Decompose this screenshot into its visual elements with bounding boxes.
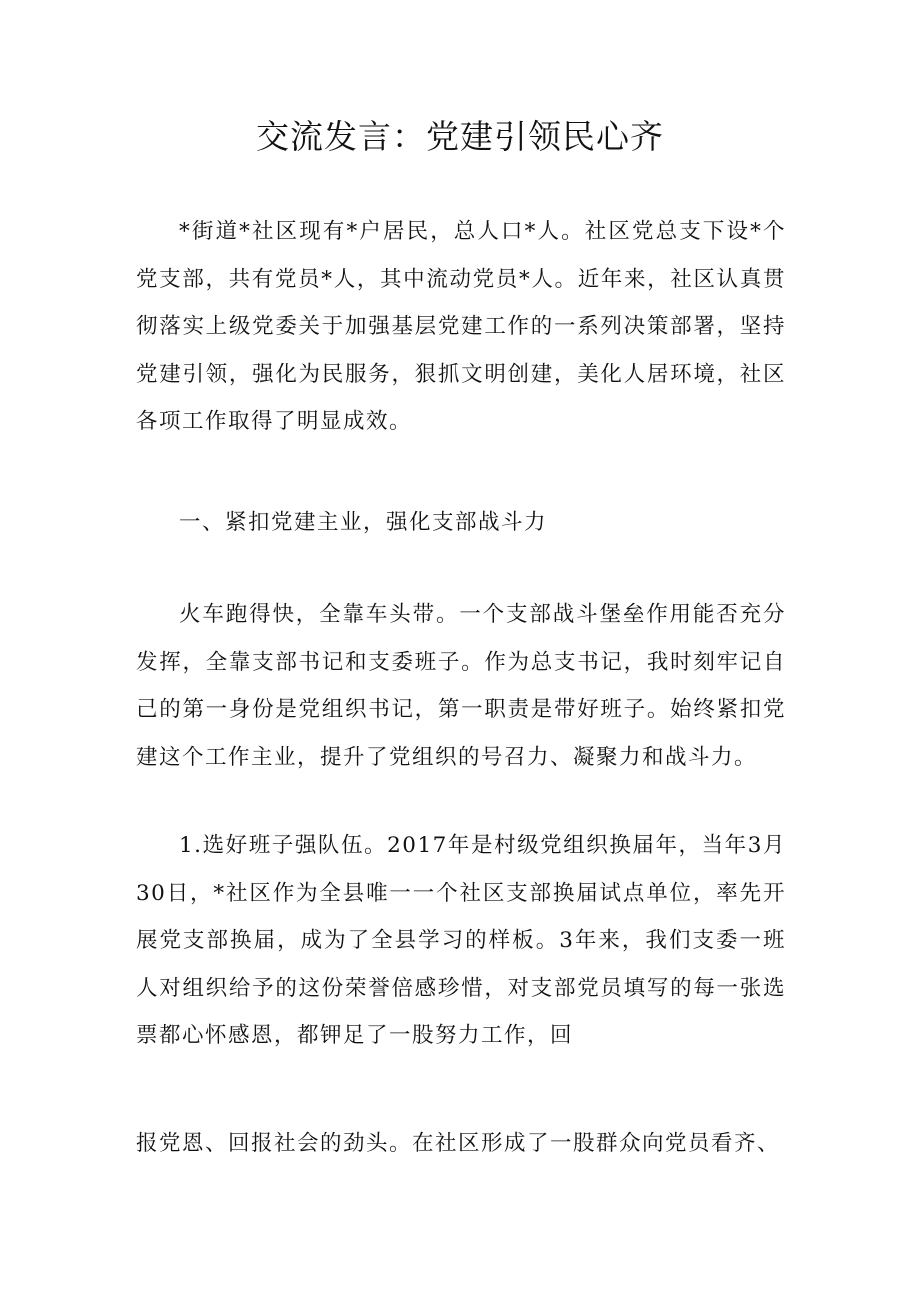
document-title: 交流发言：党建引领民心齐 <box>256 117 664 156</box>
body-paragraph: 火车跑得快，全靠车头带。一个支部战斗堡垒作用能否充分发挥，全靠支部书记和支委班子。作为总支书记，我时刻牢记自己的第一身份是党组织书记，第一职责是带好班子。始终紧扣党建这个工作主业，提升了党组织的号召力、凝聚力和战斗力。 <box>136 602 786 770</box>
intro-paragraph: *街道*社区现有*户居民，总人口*人。社区党总支下设*个党支部，共有党员*人，其中流动党员*人。近年来，社区认真贯彻落实上级党委关于加强基层党建工作的一系列决策部署，坚持党建引领，强化为民服务，狠抓文明创建，美化人居环境，社区各项工作取得了明显成效。 <box>136 219 786 434</box>
body-paragraph: 1.选好班子强队伍。2017年是村级党组织换届年，当年3月30日，*社区作为全县唯一一个社区支部换届试点单位，率先开展党支部换届，成为了全县学习的样板。3年来，我们支委一班人对组织给予的这份荣誉倍感珍惜，对支部党员填写的每一张选票都心怀感恩，都钾足了一股努力工作，回 <box>136 833 786 1048</box>
section-heading: 一、紧扣党建主业，强化支部战斗力 <box>179 510 548 535</box>
continued-paragraph: 报党恩、回报社会的劲头。在社区形成了一股群众向党员看齐、 <box>136 1131 781 1156</box>
